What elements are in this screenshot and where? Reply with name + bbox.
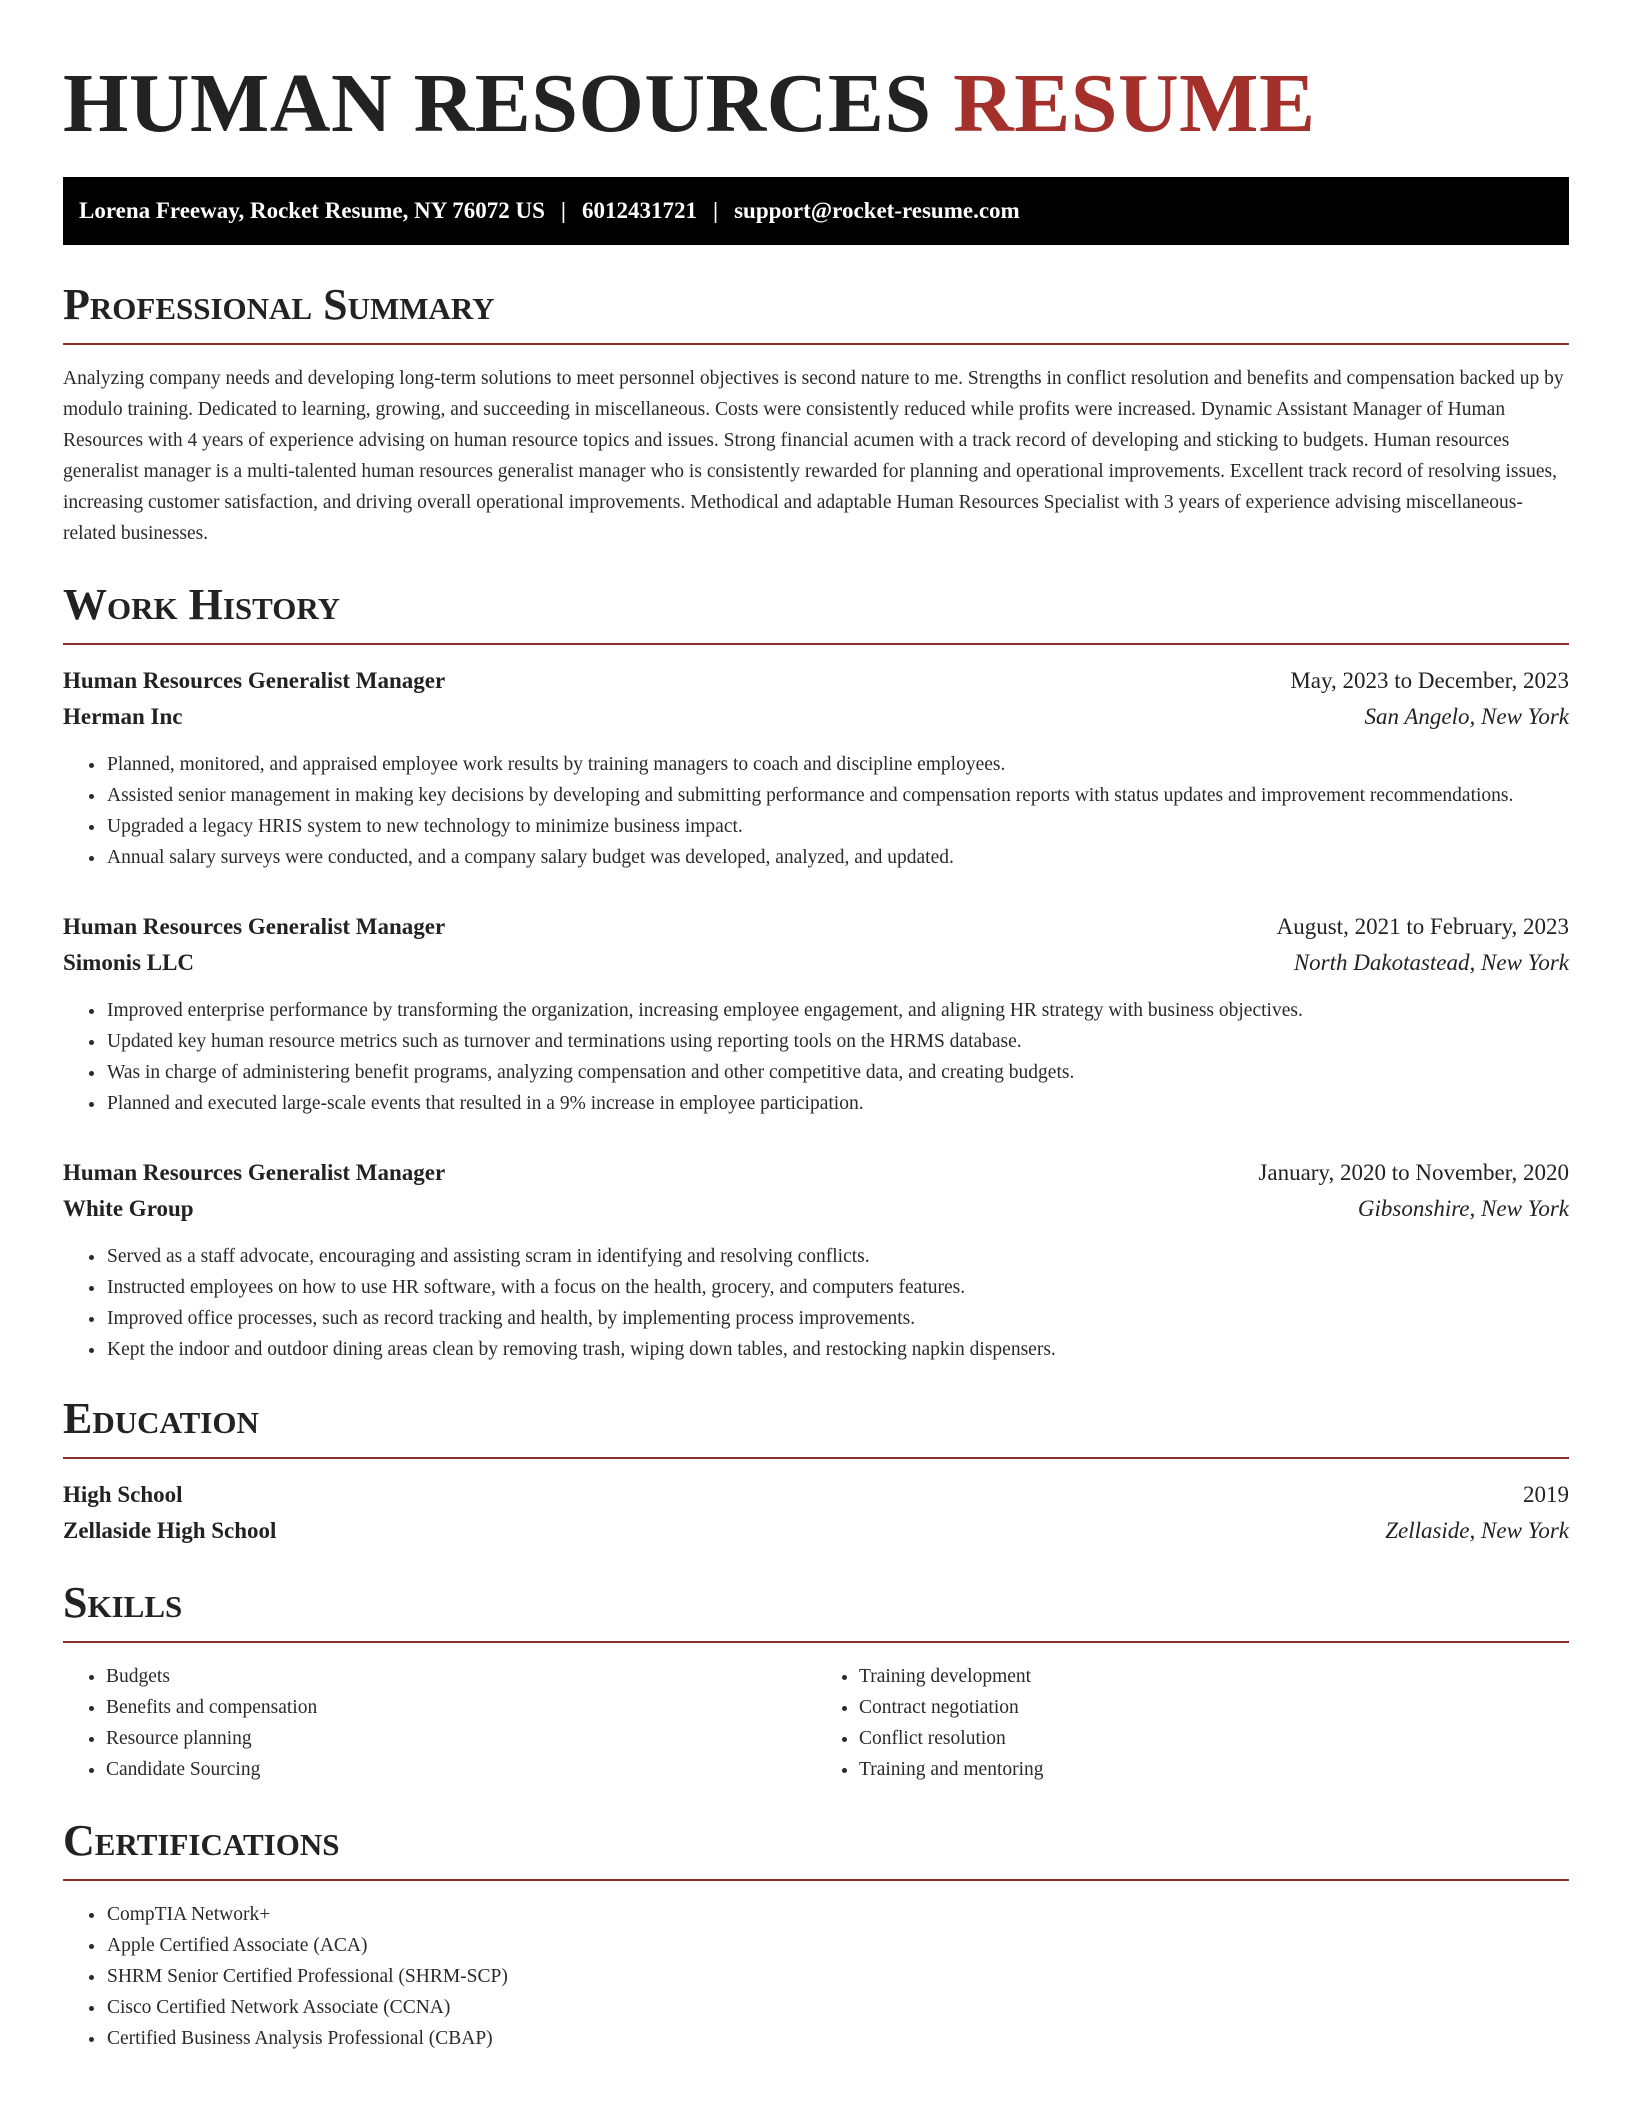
skill-item: • Benefits and compensation [106, 1692, 816, 1723]
job-bullet: • Improved enterprise performance by transforming the organization, increasing employee engagement, and aligning HR strategy with business objectives. [106, 995, 1569, 1026]
skill-item: • Training development [859, 1661, 1569, 1692]
contact-address: Lorena Freeway, Rocket Resume, NY 76072 US [79, 198, 545, 223]
job-header-row [63, 909, 1569, 945]
title-main: HUMAN RESOURCES [63, 57, 932, 150]
contact-phone: 6012431721 [582, 198, 697, 223]
certifications-list [63, 1899, 1569, 2054]
job-location: Gibsonshire, New York [1357, 1196, 1569, 1221]
contact-separator: | [713, 198, 719, 223]
job-location: San Angelo, New York [1364, 704, 1569, 729]
section-heading-work-history: Work History [63, 580, 341, 629]
section-divider [63, 1457, 1569, 1459]
certification-item: • Certified Business Analysis Professional (CBAP) [106, 2023, 1569, 2054]
resume-title [63, 56, 1569, 152]
certification-item: • Apple Certified Associate (ACA) [106, 1930, 1569, 1961]
skills-grid [63, 1661, 1569, 1785]
education-school-row [63, 1513, 1569, 1549]
job-bullet: • Improved office processes, such as record tracking and health, by implementing process improvements. [106, 1303, 1569, 1334]
certification-item: • Cisco Certified Network Associate (CCNA) [106, 1992, 1569, 2023]
skill-item: • Training and mentoring [859, 1754, 1569, 1785]
job-title: Human Resources Generalist Manager [63, 668, 446, 693]
contact-bar [63, 177, 1569, 245]
contact-separator: | [560, 198, 566, 223]
section-divider [63, 643, 1569, 645]
title-accent: RESUME [953, 57, 1316, 150]
job-bullet: • Instructed employees on how to use HR software, with a focus on the health, grocery, and computers features. [106, 1272, 1569, 1303]
section-heading-summary: Professional Summary [63, 280, 495, 329]
job-bullet-list [63, 995, 1569, 1119]
job-company: Simonis LLC [63, 950, 195, 975]
certifications-section [63, 1815, 1569, 2054]
section-heading-certifications: Certifications [63, 1816, 340, 1865]
job-title: Human Resources Generalist Manager [63, 1160, 446, 1185]
job-bullet-list [63, 749, 1569, 873]
contact-email: support@rocket-resume.com [734, 198, 1020, 223]
job-bullet: • Updated key human resource metrics such as turnover and terminations using reporting tools on the HRMS database. [106, 1026, 1569, 1057]
job-company-row [63, 945, 1569, 981]
job-bullet: • Served as a staff advocate, encouraging and assisting scram in identifying and resolving conflicts. [106, 1241, 1569, 1272]
section-divider [63, 1879, 1569, 1881]
job-dates: August, 2021 to February, 2023 [1276, 914, 1569, 939]
education-year: 2019 [1523, 1482, 1569, 1507]
summary-section [63, 279, 1569, 549]
education-degree: High School [63, 1482, 183, 1507]
job-location: North Dakotastead, New York [1293, 950, 1569, 975]
summary-text: Analyzing company needs and developing long-term solutions to meet personnel objectives is second nature to me. Strengths in conflict resolution and benefits and compensation backed up by modulo training. Dedicated to learning, growing, and succeeding in miscellaneous. Costs were consistently reduced while profits were increased. Dynamic Assistant Manager of Human Resources with 4 years of experience advising on human resource topics and issues. Strong financial acumen with a track record of developing and sticking to budgets. Human resources generalist manager is a multi-talented human resources generalist manager who is consistently rewarded for planning and operational improvements. Excellent track record of resolving issues, increasing customer satisfaction, and driving overall operational improvements. Methodical and adaptable Human Resources Specialist with 3 years of experience advising miscellaneous-related businesses. [63, 368, 1564, 544]
skills-section [63, 1577, 1569, 1785]
skill-item: • Contract negotiation [859, 1692, 1569, 1723]
job-dates: January, 2020 to November, 2020 [1258, 1160, 1569, 1185]
skills-list-left [63, 1661, 816, 1785]
job-company: White Group [63, 1196, 194, 1221]
job-bullet: • Was in charge of administering benefit programs, analyzing compensation and other competitive data, and creating budgets. [106, 1057, 1569, 1088]
job-entry [63, 1155, 1569, 1365]
work-history-section [63, 579, 1569, 1365]
job-header-row [63, 1155, 1569, 1191]
education-degree-row [63, 1477, 1569, 1513]
section-divider [63, 343, 1569, 345]
section-heading-education: Education [63, 1394, 259, 1443]
job-bullet: • Planned and executed large-scale events that resulted in a 9% increase in employee participation. [106, 1088, 1569, 1119]
job-bullet: • Planned, monitored, and appraised employee work results by training managers to coach and discipline employees. [106, 749, 1569, 780]
education-school: Zellaside High School [63, 1518, 277, 1543]
job-bullet: • Assisted senior management in making key decisions by developing and submitting performance and compensation reports with status updates and improvement recommendations. [106, 780, 1569, 811]
skill-item: • Candidate Sourcing [106, 1754, 816, 1785]
job-dates: May, 2023 to December, 2023 [1290, 668, 1569, 693]
job-entry [63, 909, 1569, 1119]
job-bullet: • Kept the indoor and outdoor dining areas clean by removing trash, wiping down tables, and restocking napkin dispensers. [106, 1334, 1569, 1365]
skills-list-right [816, 1661, 1569, 1785]
job-bullet: • Annual salary surveys were conducted, and a company salary budget was developed, analyzed, and updated. [106, 842, 1569, 873]
education-location: Zellaside, New York [1385, 1518, 1569, 1543]
education-section [63, 1393, 1569, 1549]
job-entry [63, 663, 1569, 873]
job-company: Herman Inc [63, 704, 183, 729]
certification-item: • SHRM Senior Certified Professional (SHRM-SCP) [106, 1961, 1569, 1992]
certification-item: • CompTIA Network+ [106, 1899, 1569, 1930]
section-heading-skills: Skills [63, 1578, 183, 1627]
job-header-row [63, 663, 1569, 699]
job-title: Human Resources Generalist Manager [63, 914, 446, 939]
job-bullet-list [63, 1241, 1569, 1365]
skill-item: • Conflict resolution [859, 1723, 1569, 1754]
job-company-row [63, 699, 1569, 735]
job-bullet: • Upgraded a legacy HRIS system to new technology to minimize business impact. [106, 811, 1569, 842]
skill-item: • Resource planning [106, 1723, 816, 1754]
section-divider [63, 1641, 1569, 1643]
job-company-row [63, 1191, 1569, 1227]
skill-item: • Budgets [106, 1661, 816, 1692]
